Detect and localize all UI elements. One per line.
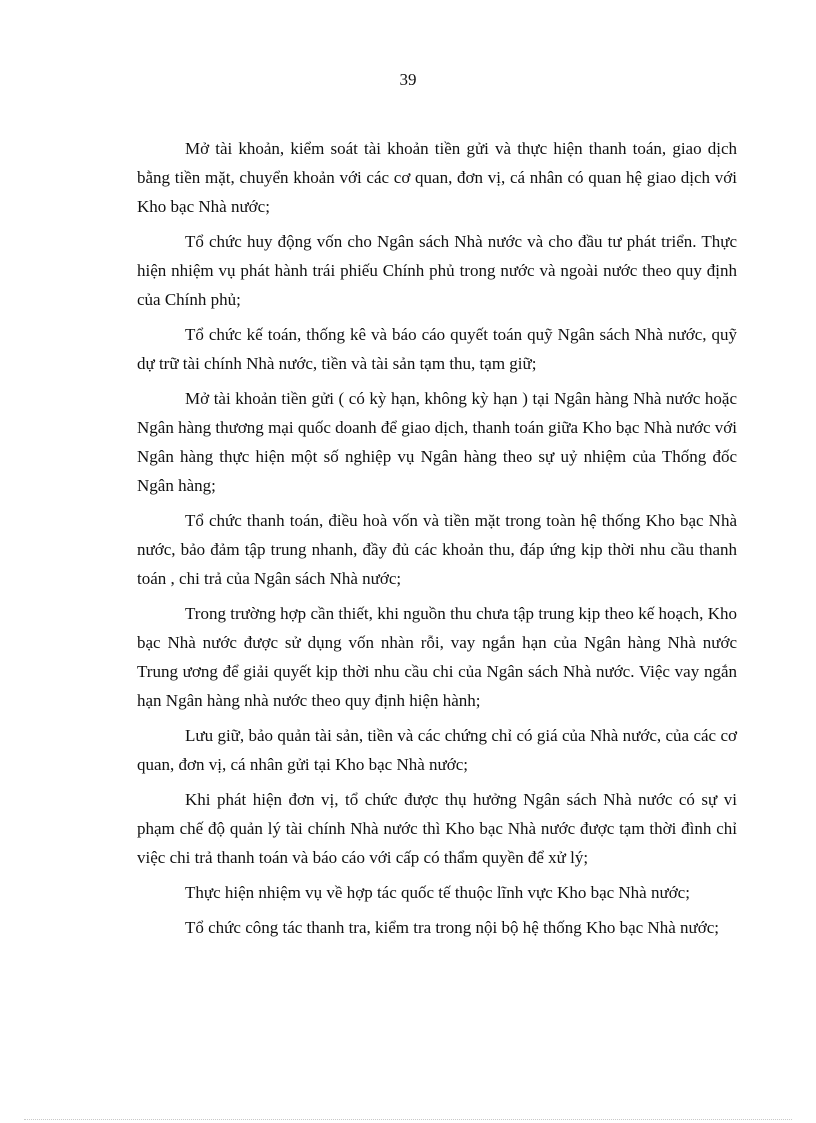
paragraph-international-cooperation: Thực hiện nhiệm vụ về hợp tác quốc tế thuộc lĩnh vực Kho bạc Nhà nước; (185, 883, 690, 902)
page-body (137, 134, 737, 948)
paragraph-internal-inspection: Tổ chức công tác thanh tra, kiểm tra trong nội bộ hệ thống Kho bạc Nhà nước; (185, 918, 719, 937)
bottom-divider (24, 1119, 792, 1120)
paragraph-open-accounts: Mở tài khoản, kiểm soát tài khoản tiền gửi và thực hiện thanh toán, giao dịch bằng tiền mặt, chuyển khoản với các cơ quan, đơn vị, cá nhân có quan hệ giao dịch với Kho bạc Nhà nước; (137, 139, 737, 216)
paragraph-payment-regulation: Tổ chức thanh toán, điều hoà vốn và tiền mặt trong toàn hệ thống Kho bạc Nhà nước, bảo đảm tập trung nhanh, đầy đủ các khoản thu, đáp ứng kịp thời nhu cầu thanh toán , chi trả của Ngân sách Nhà nước; (137, 511, 737, 588)
paragraph-accounting: Tổ chức kế toán, thống kê và báo cáo quyết toán quỹ Ngân sách Nhà nước, quỹ dự trữ tài chính Nhà nước, tiền và tài sản tạm thu, tạm giữ; (137, 325, 737, 373)
paragraph-payment-suspension: Khi phát hiện đơn vị, tổ chức được thụ hưởng Ngân sách Nhà nước có sự vi phạm chế độ quản lý tài chính Nhà nước thì Kho bạc Nhà nước được tạm thời đình chỉ việc chi trả thanh toán và báo cáo với cấp có thẩm quyền để xử lý; (137, 790, 737, 867)
page-number: 39 (399, 70, 417, 89)
paragraph-short-term-borrowing: Trong trường hợp cần thiết, khi nguồn thu chưa tập trung kịp theo kế hoạch, Kho bạc Nhà nước được sử dụng vốn nhàn rỗi, vay ngắn hạn của Ngân hàng Nhà nước Trung ương để giải quyết kịp thời nhu cầu chi của Ngân sách Nhà nước. Việc vay ngắn hạn Ngân hàng nhà nước theo quy định hiện hành; (137, 604, 737, 710)
paragraph-mobilize-capital: Tổ chức huy động vốn cho Ngân sách Nhà nước và cho đầu tư phát triển. Thực hiện nhiệm vụ phát hành trái phiếu Chính phủ trong nước và ngoài nước theo quy định của Chính phủ; (137, 232, 737, 309)
paragraph-bank-deposits: Mở tài khoản tiền gửi ( có kỳ hạn, không kỳ hạn ) tại Ngân hàng Nhà nước hoặc Ngân hàng thương mại quốc doanh để giao dịch, thanh toán giữa Kho bạc Nhà nước với Ngân hàng thực hiện một số nghiệp vụ Ngân hàng theo sự uỷ nhiệm của Thống đốc Ngân hàng; (137, 389, 737, 495)
paragraph-asset-custody: Lưu giữ, bảo quản tài sản, tiền và các chứng chỉ có giá của Nhà nước, của các cơ quan, đơn vị, cá nhân gửi tại Kho bạc Nhà nước; (137, 726, 737, 774)
